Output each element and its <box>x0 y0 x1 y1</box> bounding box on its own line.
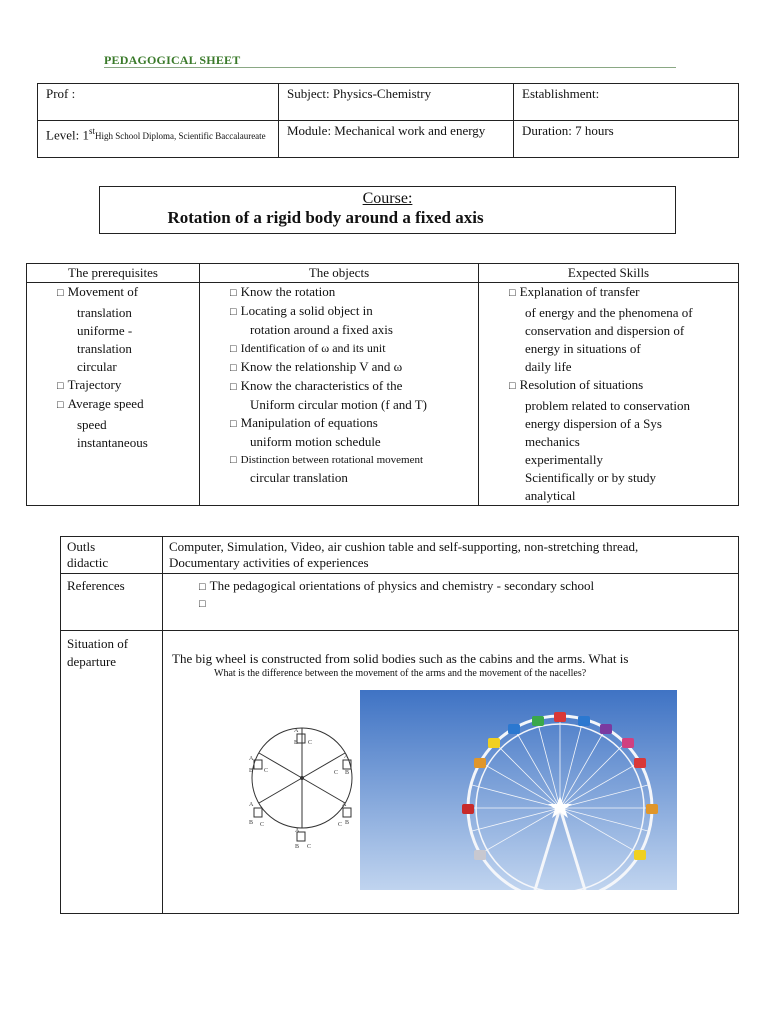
prereq-average-speed: □ Average speed <box>57 395 193 414</box>
ferris-wheel-photo <box>360 690 677 890</box>
skills-cell <box>479 283 739 506</box>
skill-line: energy in situations of <box>525 341 641 356</box>
header-objects: The objects <box>200 264 479 283</box>
prereq-table <box>26 263 739 506</box>
level-sup: st <box>88 126 95 136</box>
label-a: A <box>295 828 300 834</box>
object-item: □ Know the relationship V and ω <box>230 358 472 377</box>
prereq-line: speed <box>77 417 107 432</box>
info-table <box>37 83 739 158</box>
skill-line: mechanics <box>525 434 580 449</box>
level-detail: High School Diploma, Scientific Baccalaureate <box>94 131 266 142</box>
sheet-title: PEDAGOGICAL SHEET <box>104 53 676 68</box>
prerequisites-cell <box>27 283 200 506</box>
skill-line: conservation and dispersion of <box>525 323 685 338</box>
wheel-hub <box>300 776 304 780</box>
prereq-trajectory: □ Trajectory <box>57 376 193 395</box>
label-c: C <box>307 844 312 850</box>
prereq-movement: □ Movement of <box>57 283 193 302</box>
skill-line: analytical <box>525 488 576 503</box>
prereq-line: translation <box>77 341 132 356</box>
wheel-arm <box>302 753 345 778</box>
wheel-arm <box>259 753 302 778</box>
cabin <box>297 734 305 743</box>
label-b: B <box>294 740 299 746</box>
label-a: A <box>344 754 349 760</box>
reference-item: □ The pedagogical orientations of physics and chemistry - secondary school <box>199 578 732 595</box>
object-item: □ Know the rotation <box>230 283 472 302</box>
objects-cell <box>200 283 479 506</box>
object-item: □ Identification of ω and its unit <box>230 339 472 358</box>
situation-text: The big wheel is constructed from solid bodies such as the cabins and the arms. What is <box>172 651 629 666</box>
label-b: B <box>345 770 350 776</box>
prereq-line: instantaneous <box>77 435 148 450</box>
outils-label: Outls <box>67 539 96 554</box>
reference-item-empty <box>199 595 732 612</box>
object-item: □ Know the characteristics of the <box>230 377 472 396</box>
label-c: C <box>338 822 343 828</box>
wheel-diagram <box>246 718 354 860</box>
course-title: Rotation of a rigid body around a fixed axis <box>167 208 484 227</box>
label-a: A <box>294 728 299 734</box>
label-c: C <box>264 768 269 774</box>
skill-item: □ Resolution of situations <box>509 376 732 395</box>
skill-line: problem related to conservation <box>525 398 690 413</box>
situation-label: Situation of <box>67 636 129 651</box>
skill-line: energy dispersion of a Sys <box>525 416 662 431</box>
references-label: References <box>67 578 125 593</box>
prereq-line: uniforme - <box>77 323 133 338</box>
object-line: circular translation <box>250 470 348 485</box>
label-a: A <box>249 756 254 762</box>
course-box <box>99 186 676 234</box>
references-label-cell <box>61 574 163 631</box>
module-label: Module: Mechanical work and energy <box>287 123 486 138</box>
outils-value-2: Documentary activities of experiences <box>169 555 369 570</box>
label-b: B <box>295 844 300 850</box>
object-line: Uniform circular motion (f and T) <box>250 397 428 412</box>
label-a: A <box>342 802 347 808</box>
skill-line: Scientifically or by study <box>525 470 657 485</box>
label-b: B <box>249 768 254 774</box>
duration-label: Duration: 7 hours <box>522 123 614 138</box>
prof-cell <box>38 84 279 121</box>
skill-line: of energy and the phenomena of <box>525 305 693 320</box>
situation-question: What is the difference between the movement of the arms and the movement of the nacelles? <box>214 668 587 679</box>
prof-label: Prof : <box>46 86 76 101</box>
subject-cell <box>279 84 514 121</box>
establishment-label: Establishment: <box>522 86 600 101</box>
label-c: C <box>334 770 339 776</box>
situation-label-cell <box>61 631 163 914</box>
skill-line: daily life <box>525 359 572 374</box>
outils-value-cell <box>163 537 739 574</box>
label-b: B <box>249 820 254 826</box>
prereq-line: circular <box>77 359 117 374</box>
header-skills: Expected Skills <box>479 264 739 283</box>
cabin <box>254 808 262 817</box>
object-line: rotation around a fixed axis <box>250 322 393 337</box>
header-prerequisites: The prerequisites <box>27 264 200 283</box>
label-b: B <box>345 820 350 826</box>
situation-label-2: departure <box>67 654 117 669</box>
level-cell <box>38 121 279 158</box>
object-item: □ Distinction between rotational movement <box>230 451 472 469</box>
object-line: uniform motion schedule <box>250 434 381 449</box>
module-cell <box>279 121 514 158</box>
label-c: C <box>308 740 313 746</box>
wheel-arm <box>259 778 302 803</box>
outils-value: Computer, Simulation, Video, air cushion table and self-supporting, non-stretching thread, <box>169 539 639 554</box>
wheel-arm <box>302 778 345 803</box>
level-label: Level: 1 <box>46 127 89 143</box>
references-value-cell <box>163 574 739 631</box>
subject-label: Subject: Physics-Chemistry <box>287 86 432 101</box>
duration-cell <box>514 121 739 158</box>
skill-line: experimentally <box>525 452 603 467</box>
outils-label-2: didactic <box>67 555 109 570</box>
object-item: □ Manipulation of equations <box>230 414 472 433</box>
label-a: A <box>249 802 254 808</box>
course-label: Course: <box>362 190 413 207</box>
cabin <box>343 808 351 817</box>
establishment-cell <box>514 84 739 121</box>
label-c: C <box>260 822 265 828</box>
skill-item: □ Explanation of transfer <box>509 283 732 302</box>
prereq-line: translation <box>77 305 132 320</box>
object-item: □ Locating a solid object in <box>230 302 472 321</box>
outils-label-cell <box>61 537 163 574</box>
